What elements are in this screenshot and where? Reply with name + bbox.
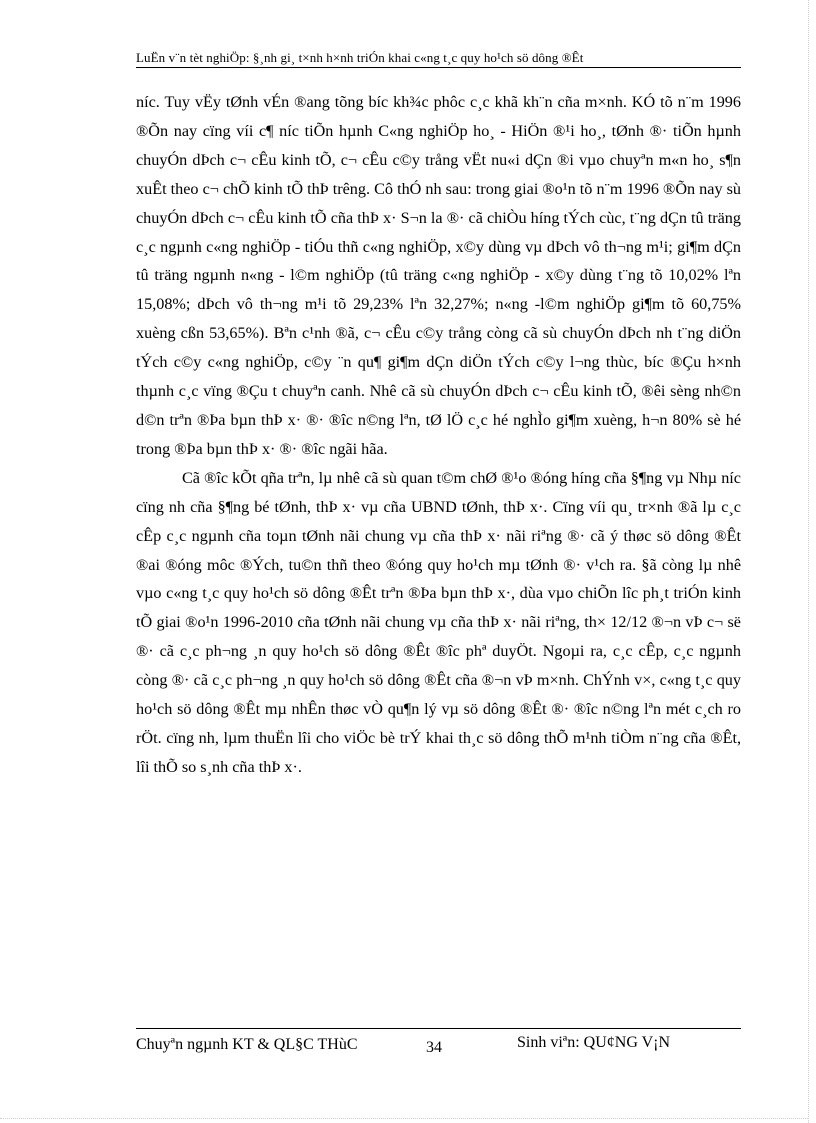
paragraph: Cã ®îc kÕt qña trªn, lµ nhê cã sù quan t©m chØ ®¹o ®óng híng cña §¶ng vµ Nhµ níc cïng nh cña §¶ng bé tØnh, thÞ x· vµ cña UBND tØnh, thÞ x·. Cïng víi qu¸ tr×nh ®ã lµ c¸c cÊp c¸c ngµnh cña toµn tØnh nãi chung vµ cña thÞ x· nãi riªng ®· cã ý thøc sö dông ®Êt ®ai ®óng môc ®Ých, tu©n thñ theo ®óng quy ho¹ch mµ tØnh ®· v¹ch ra. §ã còng lµ nhê vµo c«ng t¸c quy ho¹ch sö dông ®Êt trªn ®Þa bµn thÞ x·, dùa vµo chiÕn lîc ph¸t triÓn kinh tÕ giai ®o¹n 1996-2010 cña tØnh nãi chung vµ cña thÞ x· nãi riªng, th× 12/12 ®¬n vÞ c¬ së ®· cã c¸c ph¬ng ¸n quy ho¹ch sö dông ®Êt ®îc phª duyÖt. Ngoµi ra, c¸c cÊp, c¸c ngµnh còng ®· cã c¸c ph¬ng ¸n quy ho¹ch sö dông ®Êt cña ®¬n vÞ m×nh. ChÝnh v×, c«ng t¸c quy ho¹ch sö dông ®Êt mµ nhÊn thøc vÒ qu¶n lý vµ sö dông ®Êt ®· ®îc n©ng lªn mét c¸ch ro rÖt. cïng nh, lµm thuËn lîi cho viÖc bè trÝ khai th¸c sö dông thÕ m¹nh tiÒm n¨ng cña ®Êt, lîi thÕ so s¸nh cña thÞ x·. <box>136 468 741 776</box>
body-text <box>136 88 741 782</box>
header-rule <box>136 67 741 68</box>
footer-major: Chuyªn ngµnh KT & QL§C THùC <box>136 1036 358 1053</box>
page-number: 34 <box>426 1039 442 1056</box>
paragraph: níc. Tuy vËy tØnh vÉn ®ang tõng bíc kh¾c phôc c¸c khã kh¨n cña m×nh. KÓ tõ n¨m 1996 ®Õn nay cïng víi c¶ níc tiÕn hµnh C«ng nghiÖp ho¸ - HiÖn ®¹i ho¸, tØnh ®· tiÕn hµnh chuyÓn dÞch c¬ cÊu kinh tÕ, c¬ cÊu c©y trång vËt nu«i dÇn ®i vµo chuyªn m«n ho¸ s¶n xuÊt theo c¬ chÕ kinh tÕ thÞ trêng. Cô thÓ nh sau: trong giai ®o¹n tõ n¨m 1996 ®Õn nay sù chuyÓn dÞch c¬ cÊu kinh tÕ cña thÞ x· S¬n la ®· cã chiÒu híng tÝch cùc, t¨ng dÇn tû träng c¸c ngµnh c«ng nghiÖp - tiÓu thñ c«ng nghiÖp, x©y dùng vµ dÞch vô th¬ng m¹i; gi¶m dÇn tû träng ngµnh n«ng - l©m nghiÖp (tû träng c«ng nghiÖp - x©y dùng t¨ng tõ 10,02% lªn 15,08%; dÞch vô th¬ng m¹i tõ 29,23% lªn 32,27%; n«ng -l©m nghiÖp gi¶m tõ 60,75% xuèng cßn 53,65%). Bªn c¹nh ®ã, c¬ cÊu c©y trång còng cã sù chuyÓn dÞch nh t¨ng diÖn tÝch c©y c«ng nghiÖp, c©y ¨n qu¶ gi¶m dÇn diÖn tÝch c©y l¬ng thùc, bíc ®Çu h×nh thµnh c¸c vïng ®Çu t chuyªn canh. Nhê cã sù chuyÓn dÞch c¬ cÊu kinh tÕ, ®êi sèng nh©n d©n trªn ®Þa bµn thÞ x· ®· ®îc n©ng lªn, tØ lÖ c¸c hé nghÌo gi¶m xuèng, h¬n 80% sè hé trong ®Þa bµn thÞ x· ®· ®îc ngãi hãa. <box>136 93 741 458</box>
running-header: LuËn v¨n tèt nghiÖp: §¸nh gi¸ t×nh h×nh triÓn khai c«ng t¸c quy ho¹ch sö dông ®Êt <box>136 50 584 65</box>
footer-student: Sinh viªn: QU¢NG V¡N <box>517 1034 671 1051</box>
page-edge-bottom <box>0 1118 808 1119</box>
footer-rule <box>136 1028 741 1029</box>
page-edge-right <box>808 0 809 1123</box>
